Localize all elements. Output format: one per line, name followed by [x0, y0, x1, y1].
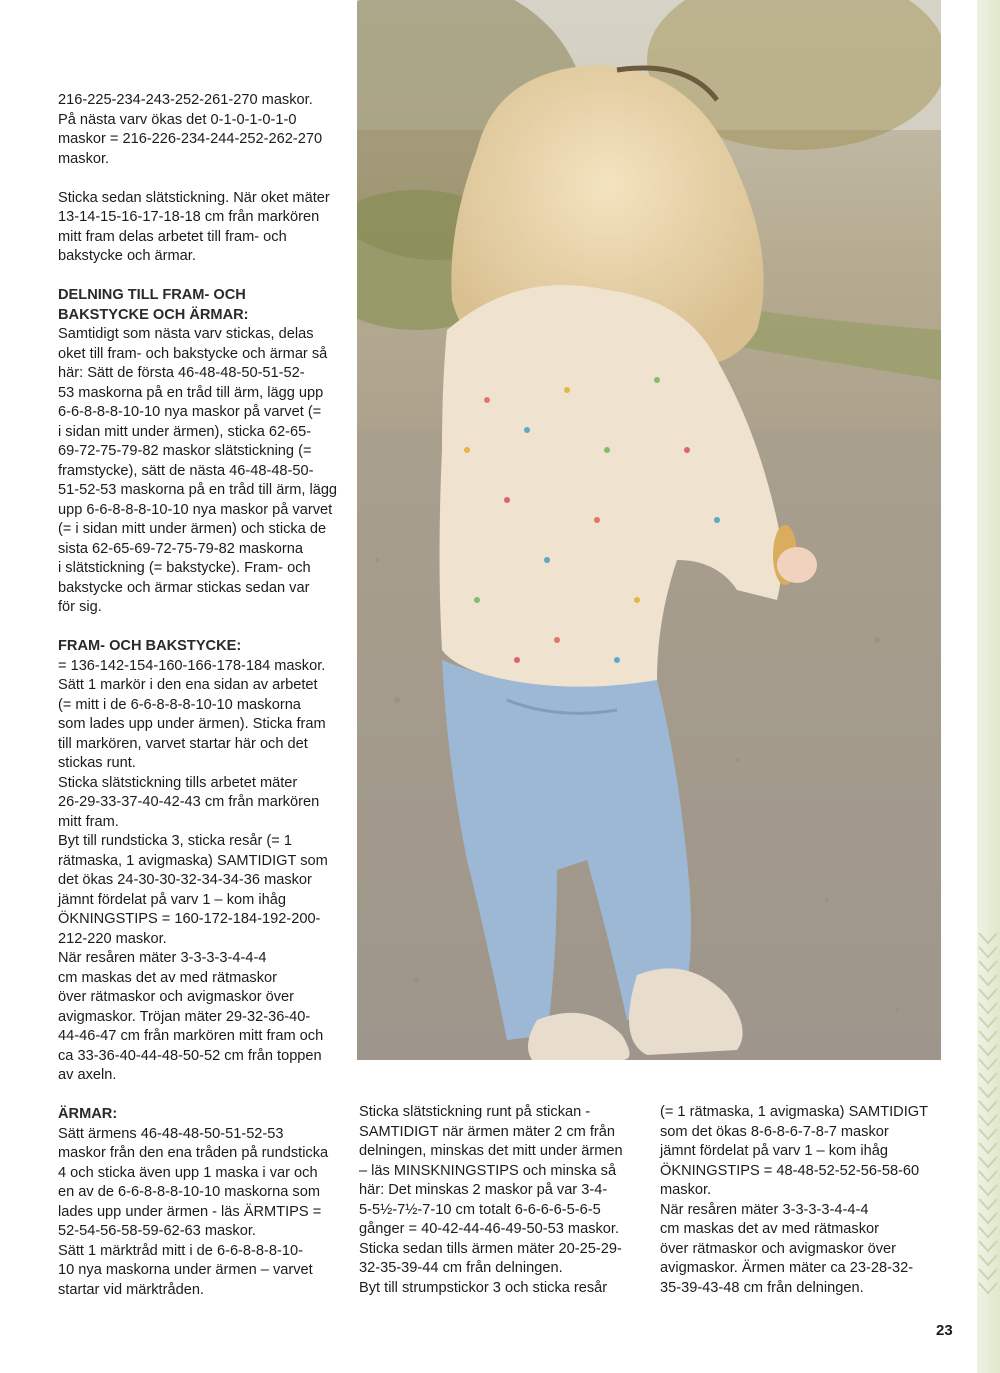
left-text-column: [58, 91, 348, 1320]
decorative-side-strip: [977, 0, 1000, 1373]
section-body-division: Samtidigt som nästa varv stickas, delas oket till fram- och bakstycke och ärmar så här: Sätt de första 46-48-48-50-51-52- 53 maskorna på en tråd till ärm, lägg upp 6-6-8-8-8-10-10 nya maskor på varvet (= i sidan mitt under ärmen), sticka 62-65- 69-72-75-79-82 maskor slätstickning (= framstycke), sätt de nästa 46-48-48-50- 51-52-53 maskorna på en tråd till ärm, lägg upp 6-6-8-8-8-10-10 nya maskor på varvet (= i sidan mitt under ärmen) och sticka de sista 62-65-69-72-75-79-82 maskorna i slätstickning (= bakstycke). Fram- och bakstycke och ärmar stickas sedan var för sig.: [58, 326, 338, 615]
right-column-body: (= 1 rätmaska, 1 avigmaska) SAMTIDIGT som det ökas 8-6-8-6-7-8-7 maskor jämnt fördelat på varv 1 – kom ihåg ÖKNINGSTIPS = 48-48-52-52-56-58-60 maskor. När resåren mäter 3-3-3-3-4-4-4 cm maskas det av med rätmaskor över rätmaskor och avigmaskor över avigmaskor. Ärmen mäter ca 23-28-32- 35-39-43-48 cm från delningen.: [660, 1104, 929, 1296]
middle-column-body: Sticka slätstickning runt på stickan - SAMTIDIGT när ärmen mäter 2 cm från delningen, minskas det mitt under ärmen – läs MINSKNINGSTIPS och minska så här: Det minskas 2 maskor på var 3-4- 5-5½-7½-7-10 cm totalt 6-6-6-6-5-6-5 gånger = 40-42-44-46-49-50-53 maskor. Sticka sedan tills ärmen mäter 20-25-29- 32-35-39-44 cm från delningen. Byt till strumpstickor 3 och sticka resår: [359, 1104, 623, 1296]
intro-paragraph-2: Sticka sedan slätstickning. När oket mäter 13-14-15-16-17-18-18 cm från markören mitt fram delas arbetet till fram- och bakstycke och ärmar.: [58, 189, 330, 264]
page-number: 23: [936, 1322, 953, 1339]
right-text-column: [660, 1103, 950, 1318]
section-heading-sleeves: ÄRMAR:: [58, 1106, 118, 1122]
section-heading-division: DELNING TILL FRAM- OCH BAKSTYCKE OCH ÄRMAR:: [58, 287, 249, 323]
section-body-sleeves: Sätt ärmens 46-48-48-50-51-52-53 maskor från den ena tråden på rundsticka 4 och sticka även upp 1 maska i var och en av de 6-6-8-8-8-10-10 maskorna som lades upp under ärmen - läs ÄRMTIPS = 52-54-56-58-59-62-63 maskor. Sätt 1 märktråd mitt i de 6-6-8-8-8-10- 10 nya maskorna under ärmen – varvet startar vid märktråden.: [58, 1125, 329, 1298]
photo-illustration: [357, 0, 941, 1060]
knit-stitch-pattern: [977, 933, 1000, 1313]
intro-paragraph-1: 216-225-234-243-252-261-270 maskor. På nästa varv ökas det 0-1-0-1-0-1-0 maskor = 216-226-234-244-252-262-270 maskor.: [58, 92, 323, 167]
section-heading-front-back: FRAM- OCH BAKSTYCKE:: [58, 638, 242, 654]
section-body-front-back: = 136-142-154-160-166-178-184 maskor. Sätt 1 markör i den ena sidan av arbetet (= mitt i de 6-6-8-8-8-10-10 maskorna som lades upp under ärmen). Sticka fram till markören, varvet startar här och det stickas runt. Sticka slätstickning tills arbetet mäter 26-29-33-37-40-42-43 cm från markören mitt fram. Byt till rundsticka 3, sticka resår (= 1 rätmaska, 1 avigmaska) SAMTIDIGT som det ökas 24-30-30-32-34-34-36 maskor jämnt fördelat på varv 1 – kom ihåg ÖKNINGSTIPS = 160-172-184-192-200- 212-220 maskor. När resåren mäter 3-3-3-3-4-4-4 cm maskas det av med rätmaskor över rätmaskor och avigmaskor över avigmaskor. Tröjan mäter 29-32-36-40- 44-46-47 cm från markören mitt fram och ca 33-36-40-44-48-50-52 cm från toppen av axeln.: [58, 657, 328, 1083]
photo-child-in-sweater: [357, 0, 941, 1060]
middle-text-column: [359, 1103, 641, 1318]
